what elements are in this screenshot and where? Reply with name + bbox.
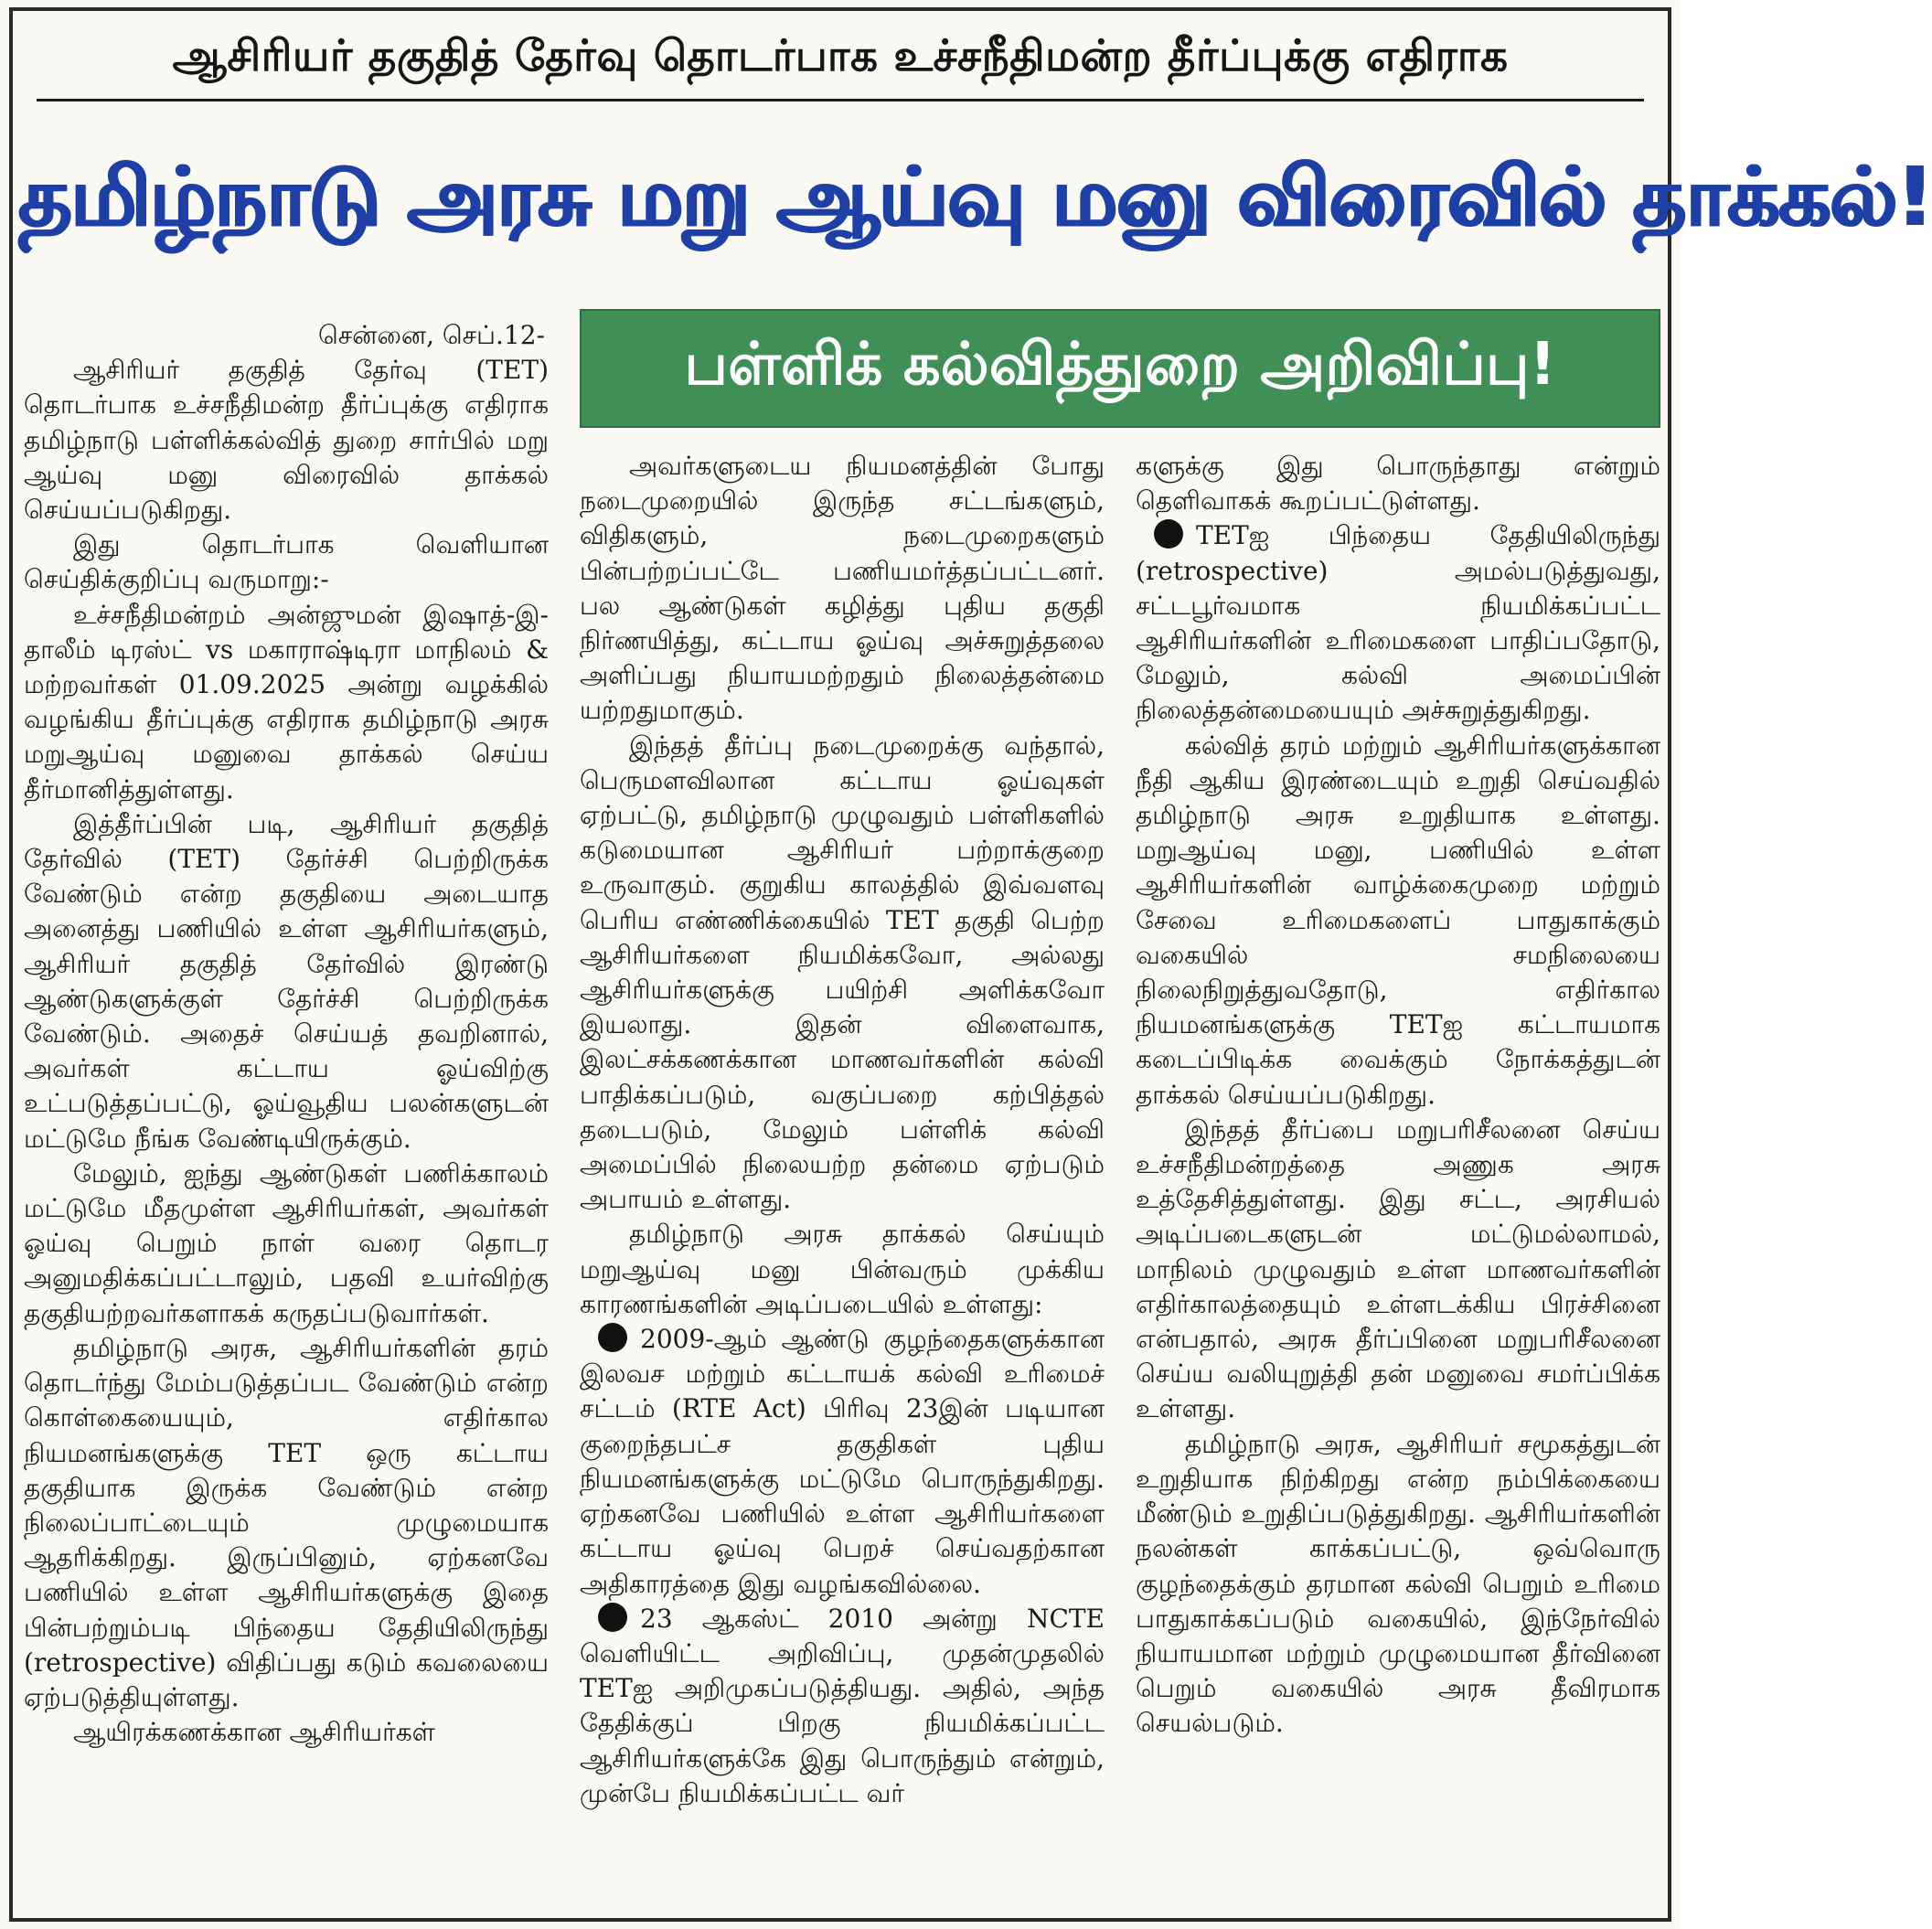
paragraph: தமிழ்நாடு அரசு தாக்கல் செய்யும் மறுஆய்வு மனு பின்வரும் முக்கிய காரணங்களின் அடிப்படையில் உள்ளது: <box>580 1219 1105 1319</box>
headline-rule <box>37 99 1644 101</box>
paragraph: இந்தத் தீர்ப்பு நடைமுறைக்கு வந்தால், பெருமளவிலான கட்டாய ஓய்வுகள் ஏற்பட்டு, தமிழ்நாடு முழுவதும் பள்ளிகளில் கடுமையான ஆசிரியர் பற்றாக்குறை உருவாகும். குறுகிய காலத்தில் இவ்வளவு பெரிய எண்ணிக்கையில் TET தகுதி பெற்ற ஆசிரியர்களை நியமிக்கவோ, அல்லது ஆசிரியர்களுக்கு பயிற்சி அளிக்கவோ இயலாது. இதன் விளைவாக, இலட்சக்கணக்கான மாணவர்களின் கல்வி பாதிக்கப்படும், வகுப்பறை கற்பித்தல் தடைபடும், மேலும் பள்ளிக் கல்வி அமைப்பில் நிலையற்ற தன்மை ஏற்படும் அபாயம் உள்ளது. <box>580 730 1105 1215</box>
bullet-icon <box>598 1323 627 1352</box>
announcement-title: பள்ளிக் கல்வித்துறை அறிவிப்பு! <box>684 331 1556 399</box>
paragraph: இது தொடர்பாக வெளியான செய்திக்குறிப்பு வருமாறு:- <box>24 529 549 595</box>
paragraph: உச்சநீதிமன்றம் அன்ஜுமன் இஷாத்-இ-தாலீம் டிரஸ்ட் vs மகாராஷ்டிரா மாநிலம் & மற்றவர்கள் 01.09.2025 அன்று வழக்கில் வழங்கிய தீர்ப்புக்கு எதிராக தமிழ்நாடு அரசு மறுஆய்வு மனுவை தாக்கல் செய்ய தீர்மானித்துள்ளது. <box>24 599 549 805</box>
bullet-text: 2009-ஆம் ஆண்டு குழந்தைகளுக்கான இலவச மற்றும் கட்டாயக் கல்வி உரிமைச் சட்டம் (RTE Act) பிரிவு 23இன் படியான குறைந்தபட்ச தகுதிகள் புதிய நியமனங்களுக்கு மட்டுமே பொருந்துகிறது. ஏற்கனவே பணியில் உள்ள ஆசிரியர்களை கட்டாய ஓய்வு பெறச் செய்வதற்கான அதிகாரத்தை இது வழங்கவில்லை. <box>580 1324 1105 1599</box>
article-column-1 <box>24 318 549 1750</box>
bullet-icon <box>598 1603 627 1632</box>
paragraph: தமிழ்நாடு அரசு, ஆசிரியர்களின் தரம் தொடர்ந்து மேம்படுத்தப்பட வேண்டும் என்ற கொள்கையையும், எதிர்கால நியமனங்களுக்கு TET ஒரு கட்டாய தகுதியாக இருக்க வேண்டும் என்ற நிலைப்பாட்டையும் முழுமையாக ஆதரிக்கிறது. இருப்பினும், ஏற்கனவே பணியில் உள்ள ஆசிரியர்களுக்கு இதை பின்பற்றும்படி பிந்தைய தேதியிலிருந்து (retrospective) விதிப்பது கடும் கவலையை ஏற்படுத்தியுள்ளது. <box>24 1332 549 1712</box>
kicker-headline: ஆசிரியர் தகுதித் தேர்வு தொடர்பாக உச்சநீதிமன்ற தீர்ப்புக்கு எதிராக <box>172 31 1509 81</box>
paragraph: இந்தத் தீர்ப்பை மறுபரிசீலனை செய்ய உச்சநீதிமன்றத்தை அணுக அரசு உத்தேசித்துள்ளது. இது சட்ட, அரசியல் அடிப்படைகளுடன் மட்டுமல்லாமல், மாநிலம் முழுவதும் உள்ள மாணவர்களின் எதிர்காலத்தையும் உள்ளடக்கிய பிரச்சினை என்பதால், அரசு தீர்ப்பினை மறுபரிசீலனை செய்ய வலியுறுத்தி தன் மனுவை சமர்ப்பிக்க உள்ளது. <box>1136 1114 1660 1424</box>
paragraph: கல்வித் தரம் மற்றும் ஆசிரியர்களுக்கான நீதி ஆகிய இரண்டையும் உறுதி செய்வதில் தமிழ்நாடு அரசு உறுதியாக உள்ளது. மறுஆய்வு மனு, பணியில் உள்ள ஆசிரியர்களின் வாழ்க்கைமுறை மற்றும் சேவை உரிமைகளைப் பாதுகாக்கும் வகையில் சமநிலையை நிலைநிறுத்துவதோடு, எதிர்கால நியமனங்களுக்கு TETஐ கட்டாயமாக கடைப்பிடிக்க வைக்கும் நோக்கத்துடன் தாக்கல் செய்யப்படுகிறது. <box>1136 730 1660 1110</box>
paragraph: ஆயிரக்கணக்கான ஆசிரியர்கள் <box>73 1717 435 1748</box>
dateline: சென்னை, செப்.12- <box>317 320 545 350</box>
paragraph: மேலும், ஐந்து ஆண்டுகள் பணிக்காலம் மட்டுமே மீதமுள்ள ஆசிரியர்கள், அவர்கள் ஓய்வு பெறும் நாள் வரை தொடர அனுமதிக்கப்பட்டாலும், பதவி உயர்விற்கு தகுதியற்றவர்களாகக் கருதப்படுவார்கள். <box>24 1157 549 1328</box>
paragraph: இத்தீர்ப்பின் படி, ஆசிரியர் தகுதித் தேர்வில் (TET) தேர்ச்சி பெற்றிருக்க வேண்டும் என்ற தகுதியை அடையாத அனைத்து பணியில் உள்ள ஆசிரியர்களும், ஆசிரியர் தகுதித் தேர்வில் இரண்டு ஆண்டுகளுக்குள் தேர்ச்சி பெற்றிருக்க வேண்டும். அதைச் செய்யத் தவறினால், அவர்கள் கட்டாய ஓய்விற்கு உட்படுத்தப்பட்டு, ஓய்வூதிய பலன்களுடன் மட்டுமே நீங்க வேண்டியிருக்கும். <box>24 808 549 1154</box>
article-column-3 <box>1136 449 1660 1742</box>
article-column-2 <box>580 449 1105 1811</box>
bullet-paragraph <box>580 1322 1105 1602</box>
paragraph: தமிழ்நாடு அரசு, ஆசிரியர் சமூகத்துடன் உறுதியாக நிற்கிறது என்ற நம்பிக்கையை மீண்டும் உறுதிப்படுத்துகிறது. ஆசிரியர்களின் நலன்கள் காக்கப்பட்டு, ஒவ்வொரு குழந்தைக்கும் தரமான கல்வி பெறும் உரிமை பாதுகாக்கப்படும் வகையில், இந்நேர்வில் நியாயமான மற்றும் முழுமையான தீர்வினை பெறும் வகையில் அரசு தீவிரமாக செயல்படும். <box>1136 1428 1660 1739</box>
paragraph: அவர்களுடைய நியமனத்தின் போது நடைமுறையில் இருந்த சட்டங்களும், விதிகளும், நடைமுறைகளும் பின்பற்றப்பட்டே பணியமர்த்தப்பட்டனர். பல ஆண்டுகள் கழித்து புதிய தகுதி நிர்ணயித்து, கட்டாய ஓய்வு அச்சுறுத்தலை அளிப்பது நியாயமற்றதும் நிலைத்தன்மை யற்றதுமாகும். <box>580 451 1105 726</box>
main-headline: தமிழ்நாடு அரசு மறு ஆய்வு மனு விரைவில் தாக்கல்! <box>18 149 1932 244</box>
paragraph: ஆசிரியர் தகுதித் தேர்வு (TET) தொடர்பாக உச்சநீதிமன்ற தீர்ப்புக்கு எதிராக தமிழ்நாடு பள்ளிக்கல்வித் துறை சார்பில் மறு ஆய்வு மனு விரைவில் தாக்கல் செய்யப்படுகிறது. <box>24 355 549 526</box>
bullet-paragraph <box>580 1602 1105 1811</box>
bullet-text: 23 ஆகஸ்ட் 2010 அன்று NCTE வெளியிட்ட அறிவிப்பு, முதன்முதலில் TETஐ அறிமுகப்படுத்தியது. அதில், அந்த தேதிக்குப் பிறகு நியமிக்கப்பட்ட ஆசிரியர்களுக்கே இது பொருந்தும் என்றும், முன்பே நியமிக்கப்பட்ட வர் <box>580 1603 1105 1808</box>
paragraph: களுக்கு இது பொருந்தாது என்றும் தெளிவாகக் கூறப்பட்டுள்ளது. <box>1136 451 1660 517</box>
bullet-icon <box>1154 519 1183 549</box>
department-announcement-box <box>580 309 1660 428</box>
bullet-text: TETஐ பிந்தைய தேதியிலிருந்து (retrospective) அமல்படுத்துவது, சட்டபூர்வமாக நியமிக்கப்பட்ட ஆசிரியர்களின் உரிமைகளை பாதிப்பதோடு, மேலும், கல்வி அமைப்பின் நிலைத்தன்மையையும் அச்சுறுத்துகிறது. <box>1136 520 1660 726</box>
bullet-paragraph <box>1136 518 1660 728</box>
